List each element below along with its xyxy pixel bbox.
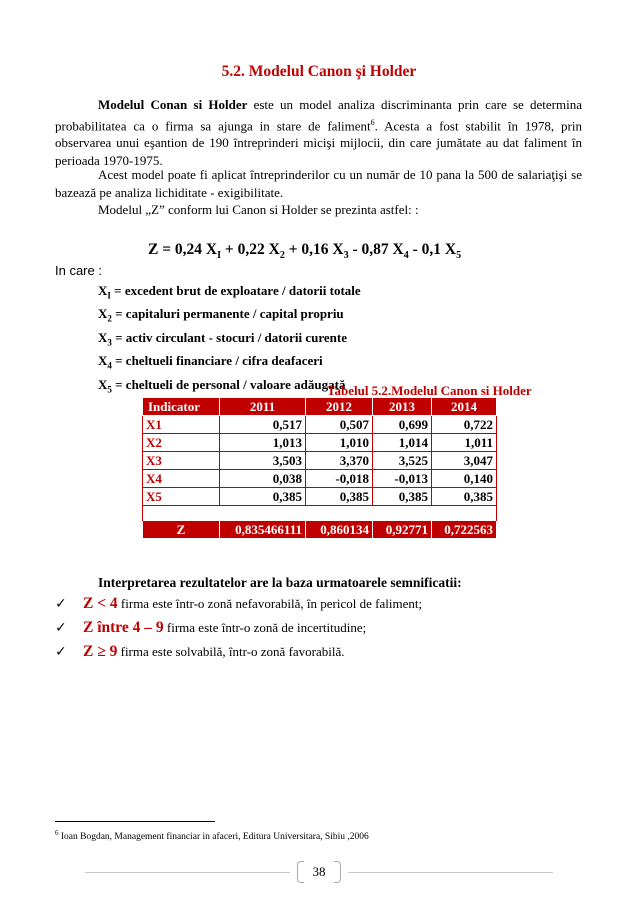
table-row bbox=[143, 452, 497, 470]
z-cell: 0,835466111 bbox=[220, 521, 306, 539]
def-text: = capitaluri permanente / capital propriu bbox=[111, 306, 344, 322]
page-rule-right bbox=[348, 872, 553, 873]
section-heading: 5.2. Modelul Canon şi Holder bbox=[221, 63, 417, 80]
cell: 3,370 bbox=[306, 452, 373, 470]
formula-part: - 0,1 X bbox=[408, 241, 457, 258]
header-2013: 2013 bbox=[373, 398, 432, 416]
checkmark-icon: ✓ bbox=[55, 596, 67, 612]
cell: 0,385 bbox=[432, 488, 497, 506]
header-2012: 2012 bbox=[306, 398, 373, 416]
z-cell: 0,722563 bbox=[432, 521, 497, 539]
intro-paragraph bbox=[55, 96, 582, 169]
def-var: X bbox=[98, 329, 108, 345]
row-label: X4 bbox=[143, 470, 220, 488]
table-row bbox=[143, 470, 497, 488]
page-number-bar bbox=[0, 861, 638, 883]
bracket-left-icon bbox=[297, 861, 304, 883]
formula-sub: 3 bbox=[343, 250, 349, 262]
cell: 0,038 bbox=[220, 470, 306, 488]
cell: -0,018 bbox=[306, 470, 373, 488]
formula-sub: I bbox=[217, 250, 222, 262]
definition-item bbox=[98, 282, 361, 305]
interpretation-title: Interpretarea rezultatelor are la baza urmatoarele semnificatii: bbox=[98, 575, 462, 590]
paragraph-2 bbox=[55, 166, 582, 201]
bullet-term: Z ≥ 9 bbox=[83, 643, 118, 660]
formula-part: Z = 0,24 X bbox=[148, 241, 218, 258]
bracket-right-icon bbox=[334, 861, 341, 883]
z-label: Z bbox=[143, 521, 220, 539]
checkmark-icon: ✓ bbox=[55, 644, 67, 660]
formula-sub: 2 bbox=[279, 250, 285, 262]
footnote-text: Ioan Bogdan, Management financiar in afaceri, Editura Universitara, Sibiu ,2006 bbox=[58, 832, 369, 843]
table-caption: Tabelul 5.2.Modelul Canon si Holder bbox=[327, 383, 532, 398]
cell: 3,525 bbox=[373, 452, 432, 470]
footnote bbox=[55, 829, 369, 842]
def-text: = cheltueli financiare / cifra deafaceri bbox=[111, 353, 323, 369]
row-label: X1 bbox=[143, 416, 220, 434]
cell: 0,385 bbox=[220, 488, 306, 506]
bullet-item bbox=[55, 616, 422, 640]
paragraph-3-text: Modelul „Z” conform lui Canon si Holder se prezinta astfel: : bbox=[98, 202, 419, 217]
cell: 3,503 bbox=[220, 452, 306, 470]
row-label: X3 bbox=[143, 452, 220, 470]
definition-item bbox=[98, 376, 361, 399]
checkmark-icon: ✓ bbox=[55, 620, 67, 636]
definition-item bbox=[98, 305, 361, 328]
definition-item bbox=[98, 329, 361, 352]
header-2014: 2014 bbox=[432, 398, 497, 416]
cell: -0,013 bbox=[373, 470, 432, 488]
table-header-row bbox=[143, 398, 497, 416]
cell: 1,010 bbox=[306, 434, 373, 452]
def-var: X bbox=[98, 353, 108, 369]
page-number: 38 bbox=[312, 864, 326, 879]
paragraph-3 bbox=[55, 201, 582, 219]
table-spacer-row bbox=[143, 506, 497, 521]
formula-part: + 0,22 X bbox=[221, 241, 280, 258]
cell: 0,140 bbox=[432, 470, 497, 488]
cell: 0,385 bbox=[373, 488, 432, 506]
paragraph-2-text: Acest model poate fi aplicat întreprinderilor cu un număr de 10 pana la 500 de salariaţişi se bazează pe analiza lichiditate - exigibilitate. bbox=[55, 167, 582, 200]
bullet-item bbox=[55, 592, 422, 616]
in-care-label: In care : bbox=[55, 263, 102, 278]
formula-part: + 0,16 X bbox=[284, 241, 344, 258]
table-row bbox=[143, 488, 497, 506]
bullet-text: firma este într-o zonă de incertitudine; bbox=[163, 620, 367, 635]
def-var: X bbox=[98, 306, 108, 322]
interpretation-list bbox=[55, 592, 422, 664]
row-label: X2 bbox=[143, 434, 220, 452]
intro-text: este un model analiza discriminanta prin care se determina probabilitatea ca o firma sa ajunga in stare de faliment bbox=[55, 97, 582, 133]
header-indicator: Indicator bbox=[143, 398, 220, 416]
page-rule-left bbox=[85, 872, 290, 873]
definition-item bbox=[98, 352, 361, 375]
header-2011: 2011 bbox=[220, 398, 306, 416]
cell: 0,722 bbox=[432, 416, 497, 434]
cell: 1,013 bbox=[220, 434, 306, 452]
formula-sub: 5 bbox=[456, 250, 462, 262]
table-row bbox=[143, 416, 497, 434]
cell: 0,385 bbox=[306, 488, 373, 506]
bullet-text: firma este solvabilă, într-o zonă favorabilă. bbox=[117, 644, 345, 659]
def-sub: 4 bbox=[107, 360, 112, 371]
cell: 3,047 bbox=[432, 452, 497, 470]
cell: 0,699 bbox=[373, 416, 432, 434]
bullet-item bbox=[55, 640, 422, 664]
footnote-divider bbox=[55, 821, 215, 822]
intro-bold-lead: Modelul Conan si Holder bbox=[98, 97, 248, 112]
def-sub: 5 bbox=[107, 384, 112, 395]
table-row bbox=[143, 434, 497, 452]
def-sub: 2 bbox=[107, 313, 112, 324]
spacer-cell bbox=[143, 506, 497, 521]
def-text: = activ circulant - stocuri / datorii curente bbox=[111, 329, 347, 345]
def-sub: I bbox=[107, 290, 111, 301]
cell: 0,507 bbox=[306, 416, 373, 434]
cell: 1,011 bbox=[432, 434, 497, 452]
cell: 0,517 bbox=[220, 416, 306, 434]
z-cell: 0,92771 bbox=[373, 521, 432, 539]
intro-text-2: . Acesta a fost stabilit în 1978, prin observarea unui eşantion de 190 întreprinderi micişi mijlocii, din care jumătate au dat faliment în perioada 1970-1975. bbox=[55, 117, 582, 168]
z-formula bbox=[148, 241, 461, 261]
footnote-number: 6 bbox=[55, 829, 59, 837]
def-sub: 3 bbox=[107, 337, 112, 348]
def-var: X bbox=[98, 283, 108, 298]
bullet-term: Z < 4 bbox=[83, 595, 118, 612]
definitions-list bbox=[98, 282, 361, 399]
formula-sub: 4 bbox=[403, 250, 409, 262]
bullet-text: firma este într-o zonă nefavorabilă, în pericol de faliment; bbox=[117, 596, 423, 611]
def-var: X bbox=[98, 376, 108, 392]
footnote-ref: 6 bbox=[370, 117, 375, 127]
cell: 1,014 bbox=[373, 434, 432, 452]
formula-part: - 0,87 X bbox=[348, 241, 404, 258]
z-cell: 0,860134 bbox=[306, 521, 373, 539]
def-text: = excedent brut de exploatare / datorii totale bbox=[110, 283, 361, 298]
canon-holder-table bbox=[142, 397, 497, 539]
row-label: X5 bbox=[143, 488, 220, 506]
z-row bbox=[143, 521, 497, 539]
def-text: = cheltueli de personal / valoare adăugată bbox=[111, 376, 346, 392]
bullet-term: Z între 4 – 9 bbox=[83, 619, 164, 636]
